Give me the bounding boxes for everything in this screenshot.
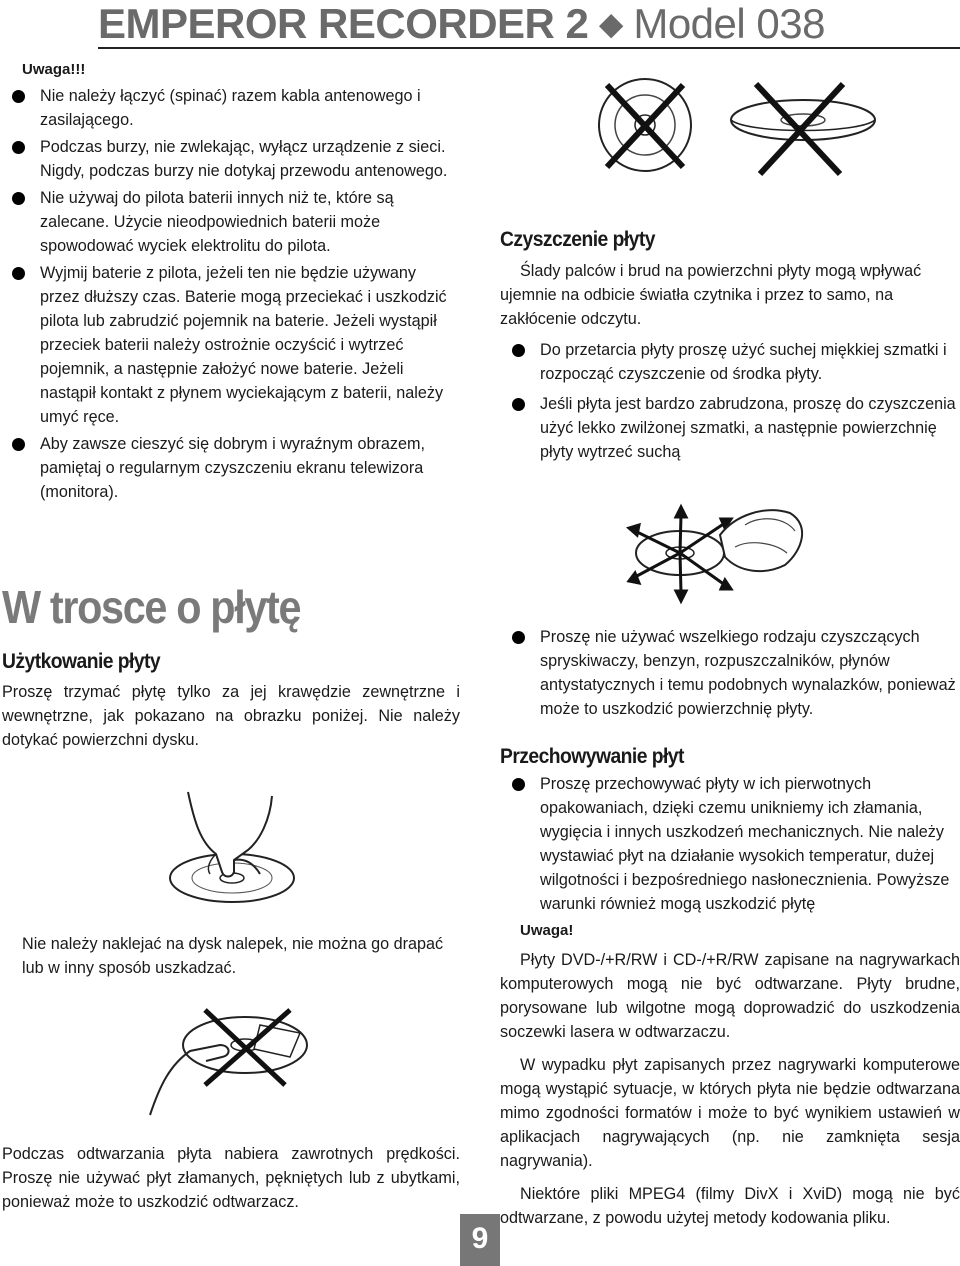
section-title: W trosce o płytę [2,581,301,633]
storage-paragraphs [500,948,960,1230]
cleaning-warning-item: Proszę nie używać wszelkiego rodzaju czyszczących spryskiwaczy, benzyn, rozpuszczalników, płynów antystatycznych i temu podobnych wynalazków, ponieważ może to uszkodzić powierzchnię płyty. [500,625,960,721]
usage-heading: Użytkowanie płyty [2,650,161,673]
cleaning-warning-list [500,625,960,721]
warning-label: Uwaga!!! [22,61,86,78]
warnings-block [0,58,455,504]
brand-name: EMPEROR RECORDER 2 [98,0,589,47]
cleaning-heading: Czyszczenie płyty [500,228,655,251]
diamond-separator: ◆ [599,8,623,41]
warped-disc-crossed-illustration [728,78,878,178]
storage-paragraph: W wypadku płyt zapisanych przez nagrywarki komputerowe mogą wystąpić sytuacje, w których płyta nie będzie odtwarzana mimo zgodności formatów i może to być wynikiem ustawień w aplikacjach nagrywających (np. nie zamknięta sesja nagrywania). [500,1056,960,1170]
page-number: 9 [471,1222,489,1255]
warning-item: Wyjmij baterie z pilota, jeżeli ten nie będzie używany przez dłuższy czas. Baterie mogą przeciekać i uszkodzić pilota lub zabrudzić pojemnik na baterie. Jeżeli wystąpił przeciek baterii należy ostrożnie oczyścić i wytrzeć pojemnik, a następnie założyć nowe baterie. Jeżeli nastąpił kontakt z płynem wyciekającym z baterii, należy umyć ręce. [0,261,455,429]
damaged-disc-text: Podczas odtwarzania płyta nabiera zawrotnych prędkości. Proszę nie używać płyt złamanych, pękniętych lub z ubytkami, ponieważ może to uszkodzić odtwarzacz. [2,1145,460,1211]
storage-warning-label: Uwaga! [520,922,574,939]
cleaning-item: Do przetarcia płyty proszę użyć suchej miękkiej szmatki i rozpocząć czyszczenie od środka płyty. [500,338,960,386]
page-header [0,0,960,48]
cleaning-warning-block [500,625,960,721]
cleaning-block [500,259,960,464]
sticker-on-disc-crossed-illustration [150,1005,320,1120]
warning-item: Aby zawsze cieszyć się dobrym i wyraźnym obrazem, pamiętaj o regularnym czyszczeniu ekranu telewizora (monitora). [0,432,455,504]
cleaning-list [500,338,960,464]
storage-paragraph: Płyty DVD-/+R/RW i CD-/+R/RW zapisane na nagrywarkach komputerowych mogą nie być odtwarzane. Płyty brudne, porysowane lub wilgotne mogą doprowadzić do uszkodzenia soczewki lasera w odtwarzaczu. [500,951,960,1041]
hand-holding-disc-illustration [150,790,300,910]
page-number-tab [460,1214,500,1266]
disc-cleaning-illustration [625,495,815,605]
storage-list [500,772,960,916]
warning-item: Nie należy łączyć (spinać) razem kabla antenowego i zasilającego. [0,84,455,132]
header-rule [98,47,960,49]
storage-block [500,772,960,916]
no-stickers-text: Nie należy naklejać na dysk nalepek, nie można go drapać lub w inny sposób uszkadzać. [22,935,444,977]
bent-disc-crossed-illustration [595,75,695,175]
warning-item: Podczas burzy, nie zwlekając, wyłącz urządzenie z sieci. Nigdy, podczas burzy nie dotykaj przewodu antenowego. [0,135,455,183]
warning-item: Nie używaj do pilota baterii innych niż te, które są zalecane. Użycie nieodpowiednich baterii może spowodować wyciek elektrolitu do pilota. [0,186,455,258]
storage-heading: Przechowywanie płyt [500,745,684,768]
usage-text: Proszę trzymać płytę tylko za jej krawędzie zewnętrzne i wewnętrzne, jak pokazano na obrazku poniżej. Nie należy dotykać powierzchni dysku. [2,683,460,749]
warnings-list [0,84,455,504]
storage-item: Proszę przechowywać płyty w ich pierwotnych opakowaniach, dzięki czemu unikniemy ich złamania, wygięcia i innych uszkodzeń mechanicznych. Nie należy wystawiać płyt na działanie wysokich temperatur, dużej wilgotności i bezpośredniego nasłonecznienia. Powyższe warunki również mogą uszkodzić płytę [500,772,960,916]
cleaning-intro: Ślady palców i brud na powierzchni płyty mogą wpływać ujemnie na odbicie światła czytnika i przez to samo, na zakłócenie odczytu. [500,262,922,328]
storage-paragraph: Niektóre pliki MPEG4 (filmy DivX i XviD) mogą nie być odtwarzane, z powodu użytej metody kodowania pliku. [500,1185,960,1227]
model-name: Model 038 [633,0,825,47]
cleaning-item: Jeśli płyta jest bardzo zabrudzona, proszę do czyszczenia użyć lekko zwilżonej szmatki, a następnie powierzchnię płyty wytrzeć suchą [500,392,960,464]
header-title [98,0,858,47]
